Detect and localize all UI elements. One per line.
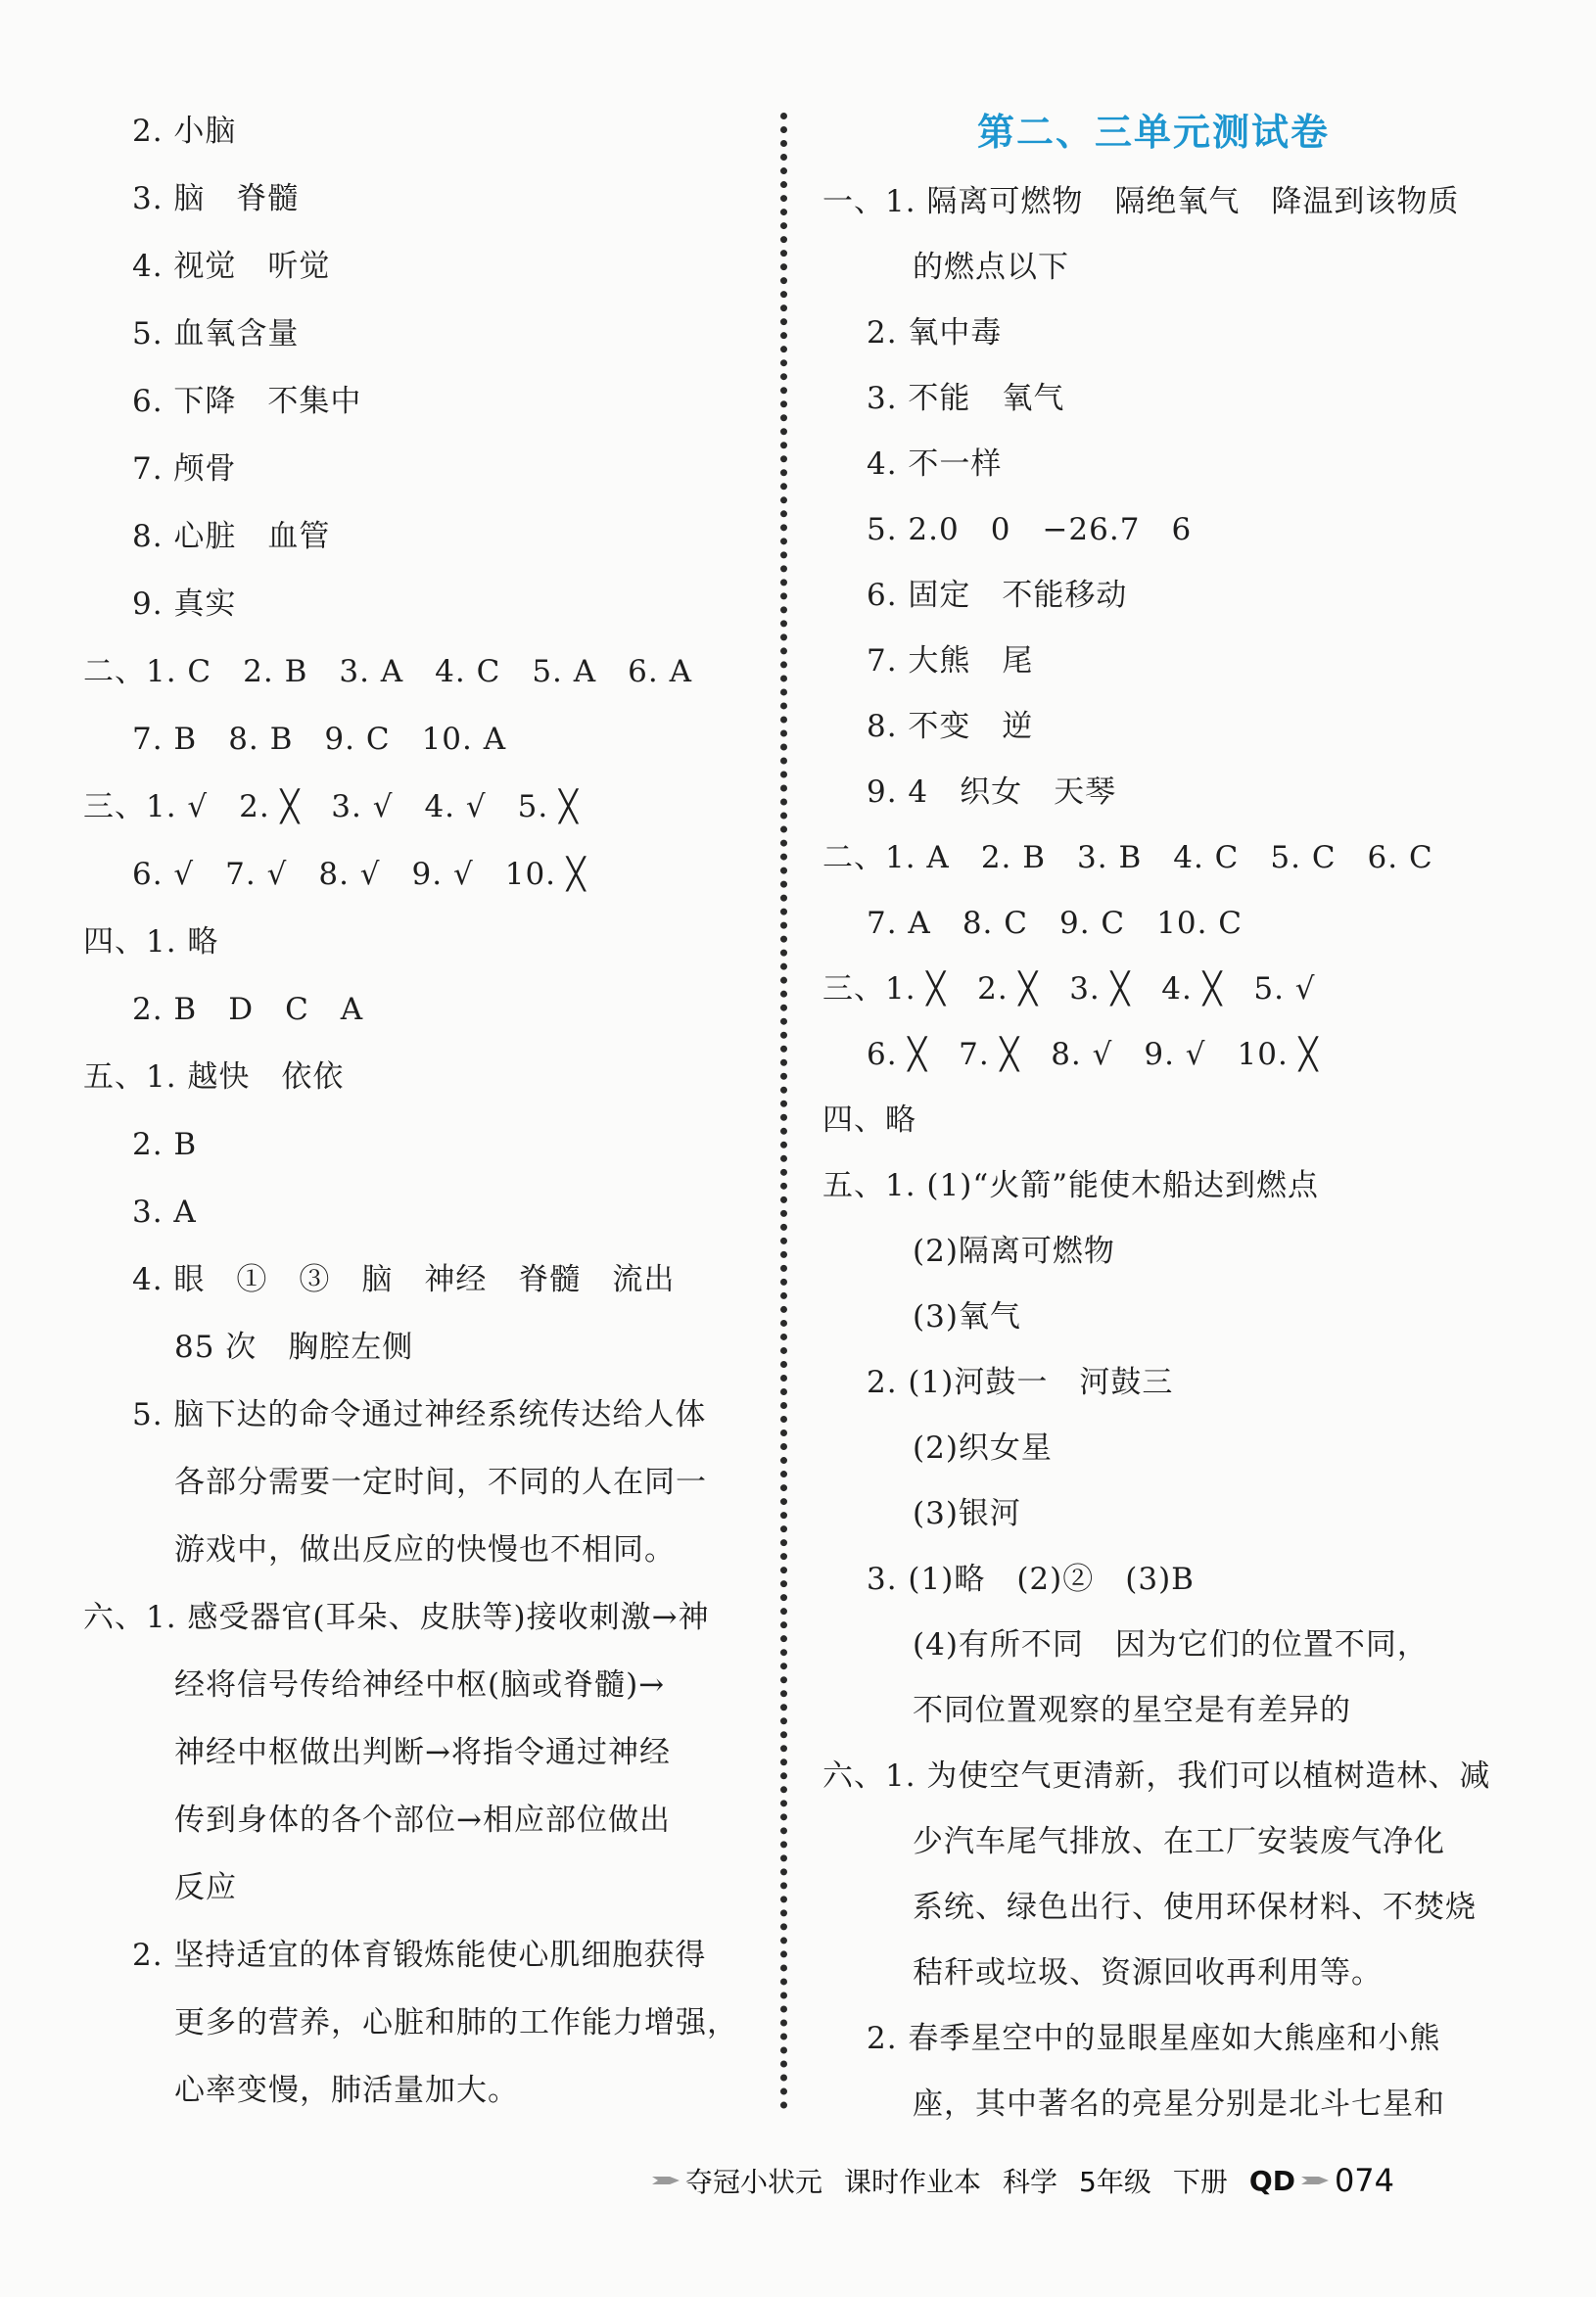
answer-line: 5. 2.0 0 −26.7 6	[867, 512, 1193, 547]
answer-line: 4. 视觉 听觉	[132, 249, 331, 284]
answer-line: 系统、绿色出行、使用环保材料、不焚烧	[913, 1890, 1477, 1925]
answer-line: 心率变慢，肺活量加大。	[174, 2073, 519, 2108]
answer-line: 6. 固定 不能移动	[867, 578, 1128, 613]
answer-line: 5. 血氧含量	[132, 316, 300, 352]
edition: QD	[1248, 2164, 1295, 2197]
answer-line: 不同位置观察的星空是有差异的	[913, 1693, 1351, 1728]
answer-line: 五、1. (1)“火箭”能使木船达到燃点	[822, 1168, 1320, 1203]
answer-line: 7. A 8. C 9. C 10. C	[867, 906, 1243, 941]
subject: 科学	[1003, 2166, 1058, 2198]
answer-line: 2. 春季星空中的显眼星座如大熊座和小熊	[867, 2021, 1441, 2056]
answer-line: 二、1. C 2. B 3. A 4. C 5. A 6. A	[83, 654, 692, 689]
answer-line: 少汽车尾气排放、在工厂安装废气净化	[913, 1824, 1445, 1859]
answer-line: 6. ╳ 7. ╳ 8. √ 9. √ 10. ╳	[867, 1037, 1319, 1072]
section-title: 第二、三单元测试卷	[977, 111, 1331, 154]
brand-name: 夺冠小状元	[685, 2166, 823, 2198]
answer-line: 传到身体的各个部位→相应部位做出	[174, 1803, 671, 1838]
answer-line: 各部分需要一定时间，不同的人在同一	[174, 1465, 707, 1500]
answer-line: (3)银河	[913, 1496, 1021, 1531]
answer-line: 一、1. 隔离可燃物 隔绝氧气 降温到该物质	[822, 184, 1460, 219]
answer-line: 的燃点以下	[913, 250, 1069, 285]
answer-line: 3. 脑 脊髓	[132, 181, 300, 216]
answer-line: 座，其中著名的亮星分别是北斗七星和	[913, 2086, 1445, 2122]
answer-line: (2)隔离可燃物	[913, 1234, 1115, 1269]
answer-line: 8. 不变 逆	[867, 709, 1034, 744]
answer-line: 6. √ 7. √ 8. √ 9. √ 10. ╳	[132, 857, 587, 892]
answer-line: 3. A	[132, 1195, 197, 1230]
answer-line: 游戏中，做出反应的快慢也不相同。	[174, 1532, 676, 1568]
answer-line: 更多的营养，心脏和肺的工作能力增强，	[174, 2005, 738, 2040]
answer-line: 9. 4 织女 天琴	[867, 774, 1117, 810]
page-number: 074	[1334, 2162, 1395, 2199]
answer-line: 六、1. 为使空气更清新，我们可以植树造林、减	[822, 1758, 1491, 1794]
answer-line: (2)织女星	[913, 1430, 1053, 1466]
chevron-right-icon	[1301, 2174, 1329, 2187]
answer-line: 2. B	[132, 1127, 198, 1162]
answer-line: 8. 心脏 血管	[132, 519, 331, 554]
answer-line: 三、1. √ 2. ╳ 3. √ 4. √ 5. ╳	[83, 789, 579, 824]
column-divider	[780, 113, 787, 2110]
answer-line: 2. 坚持适宜的体育锻炼能使心肌细胞获得	[132, 1938, 707, 1973]
answer-line: 6. 下降 不集中	[132, 384, 362, 419]
answer-line: 二、1. A 2. B 3. B 4. C 5. C 6. C	[822, 840, 1433, 875]
volume: 下册	[1172, 2166, 1228, 2198]
page-footer	[646, 2159, 1394, 2202]
answer-line: 秸秆或垃圾、资源回收再利用等。	[913, 1955, 1383, 1991]
answer-line: 3. 不能 氧气	[867, 381, 1065, 416]
answer-line: 经将信号传给神经中枢(脑或脊髓)→	[174, 1667, 666, 1703]
answer-line: 三、1. ╳ 2. ╳ 3. ╳ 4. ╳ 5. √	[822, 971, 1316, 1007]
answer-line: 9. 真实	[132, 586, 237, 622]
answer-line: 六、1. 感受器官(耳朵、皮肤等)接收刺激→神	[83, 1600, 710, 1635]
answer-line: 7. B 8. B 9. C 10. A	[132, 722, 507, 757]
answer-line: 2. B D C A	[132, 992, 364, 1027]
answer-line: 7. 大熊 尾	[867, 643, 1034, 679]
answer-line: 2. (1)河鼓一 河鼓三	[867, 1365, 1174, 1400]
answer-line: 4. 眼 ① ③ 脑 神经 脊髓 流出	[132, 1262, 676, 1297]
answer-line: 神经中枢做出判断→将指令通过神经	[174, 1735, 671, 1770]
answer-line: 4. 不一样	[867, 446, 1003, 482]
answer-line: 2. 氧中毒	[867, 315, 1003, 351]
answer-line: (4)有所不同 因为它们的位置不同，	[913, 1627, 1429, 1663]
grade: 5年级	[1079, 2166, 1151, 2198]
answer-line: 2. 小脑	[132, 114, 237, 149]
answer-line: 3. (1)略 (2)② (3)B	[867, 1562, 1195, 1597]
answer-line: 反应	[174, 1870, 237, 1905]
answer-line: (3)氧气	[913, 1299, 1021, 1335]
answer-line: 四、1. 略	[83, 924, 219, 960]
answer-line: 85 次 胸腔左侧	[174, 1330, 414, 1365]
book-name: 课时作业本	[844, 2166, 982, 2198]
answer-line: 7. 颅骨	[132, 451, 237, 487]
chevron-right-icon	[652, 2174, 680, 2187]
answer-line: 四、略	[822, 1102, 916, 1138]
answer-line: 五、1. 越快 依依	[83, 1059, 345, 1095]
answer-line: 5. 脑下达的命令通过神经系统传达给人体	[132, 1397, 707, 1432]
